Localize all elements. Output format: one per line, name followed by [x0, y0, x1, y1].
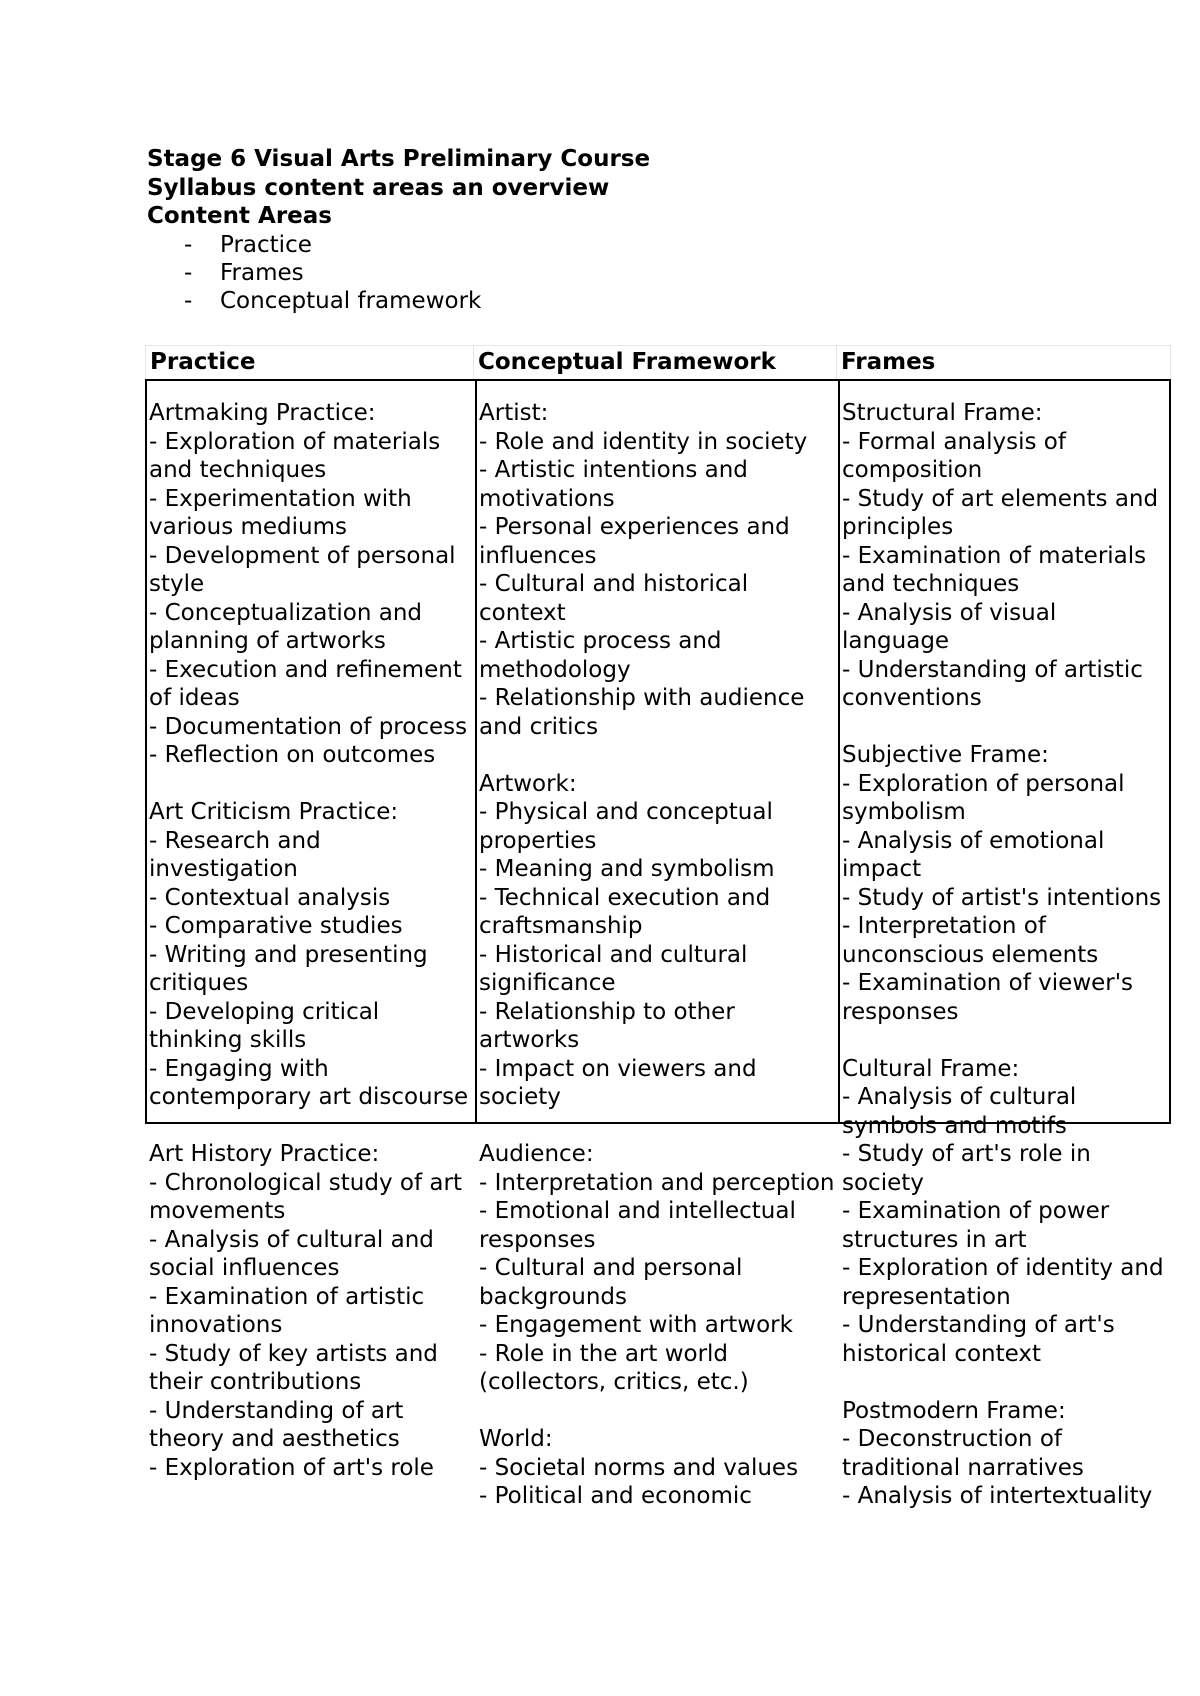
list-dash: -: [184, 259, 193, 286]
section-item: - Political and economic: [479, 1483, 752, 1509]
section-heading: Postmodern Frame:: [842, 1397, 1066, 1424]
section-item: - Formal analysis of composition: [842, 428, 1066, 483]
document-subtitle: Syllabus content areas an overview: [147, 174, 610, 201]
section-heading: Cultural Frame:: [842, 1055, 1020, 1082]
column-header-conceptual-framework: Conceptual Framework: [473, 346, 836, 379]
section-item: - Role and identity in society: [479, 428, 808, 455]
section-item: - Reflection on outcomes: [149, 742, 436, 768]
table-header-row: [145, 345, 1171, 379]
section-item: - Personal experiences and influences: [479, 514, 790, 569]
section-item: - Experimentation with various mediums: [149, 485, 412, 540]
section-item: - Exploration of art's role: [149, 1454, 434, 1481]
section-item: - Historical and cultural significance: [479, 941, 748, 996]
content-areas-heading: Content Areas: [147, 203, 332, 229]
section-item: - Study of key artists and their contributions: [149, 1340, 438, 1395]
section-item: - Cultural and historical context: [479, 571, 749, 626]
section-item: - Understanding of art's historical context: [842, 1312, 1115, 1367]
section-item: - Deconstruction of traditional narratives: [842, 1426, 1084, 1481]
section-item: - Cultural and personal backgrounds: [479, 1255, 743, 1310]
column-header-practice: Practice: [145, 346, 473, 379]
section-item: - Study of art elements and principles: [842, 485, 1159, 540]
content-section: [842, 1055, 1169, 1369]
section-item: - Understanding of artistic conventions: [842, 656, 1143, 711]
section-item: - Relationship with audience and critics: [479, 685, 805, 740]
content-table: [145, 345, 1171, 1509]
section-item: - Examination of materials and techniques: [842, 542, 1147, 597]
section-item: - Relationship to other artworks: [479, 998, 735, 1053]
document-title: Stage 6 Visual Arts Preliminary Course: [147, 146, 651, 172]
section-item: - Interpretation and perception: [479, 1169, 835, 1196]
section-item: - Impact on viewers and society: [479, 1055, 757, 1110]
section-item: - Exploration of personal symbolism: [842, 770, 1125, 825]
content-section: [842, 741, 1169, 1026]
section-item: - Conceptualization and planning of artworks: [149, 599, 422, 654]
content-section: [479, 1425, 838, 1511]
document-heading: [147, 145, 650, 315]
table-body: [145, 379, 1171, 1509]
section-item: - Role in the art world (collectors, critics, etc.): [479, 1340, 749, 1395]
section-item: - Technical execution and craftsmanship: [479, 884, 771, 939]
section-item: - Examination of artistic innovations: [149, 1283, 425, 1338]
section-item: - Developing critical thinking skills: [149, 998, 380, 1053]
table-cell-practice: [147, 381, 475, 1481]
section-item: - Development of personal style: [149, 542, 456, 597]
list-item: [147, 287, 650, 315]
section-heading: Structural Frame:: [842, 400, 1043, 426]
content-section: [479, 399, 838, 741]
content-section: [479, 770, 838, 1112]
section-item: - Artistic intentions and motivations: [479, 457, 748, 512]
list-item: [147, 259, 650, 287]
list-item-text: Practice: [220, 231, 312, 258]
section-item: - Analysis of emotional impact: [842, 827, 1105, 882]
content-section: [479, 1140, 838, 1397]
section-heading: Artwork:: [479, 770, 577, 797]
section-item: - Artistic process and methodology: [479, 628, 722, 683]
section-item: - Contextual analysis: [149, 884, 391, 911]
section-item: - Physical and conceptual properties: [479, 799, 773, 854]
section-item: - Study of art's role in society: [842, 1141, 1091, 1196]
list-dash: -: [184, 287, 193, 314]
section-item: - Meaning and symbolism: [479, 856, 775, 882]
content-section: [149, 1140, 475, 1482]
content-section: [149, 798, 475, 1112]
table-cell-frames: [838, 381, 1169, 1509]
section-item: - Understanding of art theory and aesthetics: [149, 1397, 404, 1452]
section-item: - Analysis of cultural symbols and motifs: [842, 1084, 1077, 1139]
section-item: - Documentation of process: [149, 713, 468, 740]
content-section: [842, 1397, 1169, 1511]
section-item: - Engaging with contemporary art discourse: [149, 1055, 469, 1110]
section-item: - Comparative studies: [149, 913, 403, 939]
list-item: [147, 231, 650, 259]
section-item: - Writing and presenting critiques: [149, 941, 428, 996]
section-item: - Analysis of intertextuality: [842, 1483, 1153, 1509]
section-item: - Exploration of identity and representation: [842, 1255, 1164, 1310]
content-section: [842, 399, 1169, 713]
section-heading: Audience:: [479, 1141, 594, 1167]
content-areas-list: [147, 231, 650, 315]
column-header-frames: Frames: [836, 346, 1167, 379]
section-item: - Examination of power structures in art: [842, 1198, 1110, 1253]
section-heading: Art History Practice:: [149, 1141, 380, 1167]
content-section: [149, 399, 475, 770]
section-item: - Examination of viewer's responses: [842, 970, 1134, 1025]
section-item: - Analysis of cultural and social influences: [149, 1226, 434, 1281]
section-item: - Execution and refinement of ideas: [149, 656, 462, 711]
list-dash: -: [184, 231, 193, 258]
section-item: - Study of artist's intentions: [842, 884, 1162, 911]
section-item: - Exploration of materials and techniques: [149, 428, 441, 483]
section-item: - Research and investigation: [149, 827, 321, 882]
section-item: - Societal norms and values: [479, 1454, 799, 1481]
section-heading: Artist:: [479, 400, 549, 426]
section-heading: Subjective Frame:: [842, 742, 1049, 768]
section-heading: World:: [479, 1426, 553, 1452]
section-heading: Artmaking Practice:: [149, 400, 376, 426]
section-item: - Interpretation of unconscious elements: [842, 913, 1099, 968]
section-item: - Chronological study of art movements: [149, 1169, 462, 1224]
list-item-text: Conceptual framework: [220, 287, 482, 314]
section-item: - Engagement with artwork: [479, 1312, 793, 1338]
section-item: - Analysis of visual language: [842, 599, 1057, 654]
list-item-text: Frames: [220, 259, 304, 286]
table-cell-conceptual-framework: [475, 381, 838, 1509]
section-item: - Emotional and intellectual responses: [479, 1198, 796, 1253]
section-heading: Art Criticism Practice:: [149, 799, 399, 825]
